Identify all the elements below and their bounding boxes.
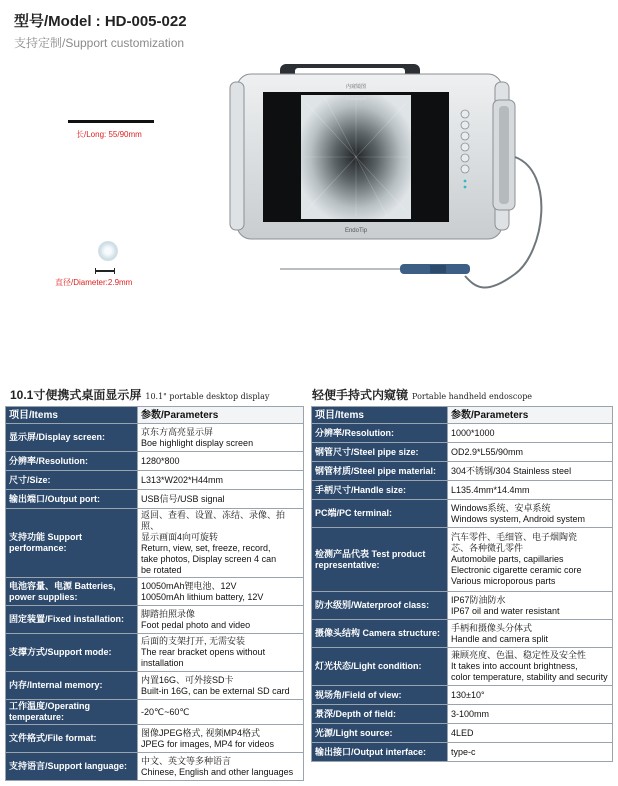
spec-value-line: 1000*1000 [451, 427, 495, 438]
customization-note: 支持定制/Support customization [14, 36, 185, 50]
left-section-title: 10.1寸便携式桌面显示屏 [10, 388, 142, 402]
spec-value-line: Windows system, Android system [451, 513, 586, 524]
spec-value [448, 462, 613, 481]
spec-item: 显示屏/Display screen: [6, 424, 138, 452]
spec-item: 分辨率/Resolution: [312, 424, 448, 443]
spec-value-line: 4LED [451, 727, 474, 738]
table-row [6, 753, 304, 781]
table-row [6, 725, 304, 753]
table-row [6, 452, 304, 471]
lens-tip-image [98, 241, 118, 261]
spec-value-line: be rotated [141, 565, 182, 575]
spec-item: 灯光状态/Light condition: [312, 648, 448, 686]
spec-value-line: 返回、查看、设置、冻结、录像、拍照、 [141, 510, 286, 531]
spec-value [448, 500, 613, 528]
spec-item: 防水级别/Waterproof class: [312, 592, 448, 620]
table-row [312, 724, 613, 743]
spec-item: 摄像头结构 Camera structure: [312, 620, 448, 648]
spec-value-line: take photos, Display screen 4 can [141, 554, 277, 564]
table-row [6, 490, 304, 509]
spec-item: 视场角/Field of view: [312, 686, 448, 705]
spec-item: 工作温度/Operating temperature: [6, 700, 138, 725]
table-row [312, 686, 613, 705]
spec-value [138, 578, 304, 606]
table-row [312, 462, 613, 481]
spec-value-line: IP67防油防水 [451, 594, 506, 605]
length-label: 长/Long: 55/90mm [76, 130, 142, 139]
spec-item: 尺寸/Size: [6, 471, 138, 490]
spec-value-line: L313*W202*H44mm [141, 474, 224, 485]
spec-value-line: 图像JPEG格式, 视频MP4格式 [141, 727, 261, 738]
left-section-heading [10, 386, 269, 403]
spec-value-line: It takes into account brightness, [451, 661, 578, 671]
spec-value-line: 汽车零件、毛细管、电子烟陶瓷 [451, 532, 578, 542]
spec-value-line: Electronic cigarette ceramic core [451, 565, 582, 575]
spec-item: 输出端口/Output port: [6, 490, 138, 509]
spec-value [448, 424, 613, 443]
header-parameters: 参数/Parameters [138, 407, 304, 424]
header-parameters: 参数/Parameters [448, 407, 613, 424]
spec-item: 电池容量、电源 Batteries, power supplies: [6, 578, 138, 606]
spec-value [448, 705, 613, 724]
table-row [6, 606, 304, 634]
right-section-title: 轻便手持式内窥镜 [312, 388, 409, 402]
spec-item: 分辨率/Resolution: [6, 452, 138, 471]
spec-value [138, 471, 304, 490]
spec-item: 输出接口/Output interface: [312, 743, 448, 762]
spec-item: 支持功能 Support performance: [6, 509, 138, 578]
spec-value [138, 753, 304, 781]
spec-value [138, 725, 304, 753]
spec-value-line: Chinese, English and other languages [141, 766, 294, 777]
table-row [312, 743, 613, 762]
spec-value-line: Built-in 16G, can be external SD card [141, 685, 290, 696]
table-header-row [312, 407, 613, 424]
table-row [6, 424, 304, 452]
spec-value-line: 显示画面4向可旋转 [141, 532, 219, 542]
spec-value-line: OD2.9*L55/90mm [451, 446, 524, 457]
spec-value-line: 10050mAh锂电池、12V [141, 580, 237, 591]
spec-value-line: 1280*800 [141, 455, 180, 466]
spec-value-line: installation [141, 658, 184, 668]
display-spec-table [5, 406, 304, 781]
spec-value-line: Boe highlight display screen [141, 437, 254, 448]
spec-value-line: Automobile parts, capillaries [451, 554, 564, 564]
screen-brand-en: EndoSuper [345, 96, 367, 101]
spec-value [448, 743, 613, 762]
spec-value-line: USB信号/USB signal [141, 493, 225, 504]
spec-item: 支撑方式/Support mode: [6, 634, 138, 672]
table-row [312, 424, 613, 443]
table-row [312, 443, 613, 462]
spec-value-line: The rear bracket opens without [141, 647, 266, 657]
spec-value-line: 10050mAh lithium battery, 12V [141, 591, 264, 602]
spec-value-line: Various microporous parts [451, 576, 556, 586]
spec-value [138, 606, 304, 634]
right-section-subtitle: Portable handheld endoscope [412, 392, 533, 401]
table-row [6, 672, 304, 700]
spec-value-line: 脚踏拍照录像 [141, 608, 196, 619]
table-row [6, 471, 304, 490]
spec-value-line: color temperature, stability and security [451, 672, 608, 682]
spec-value-line: 兼顾亮度、色温、稳定性及安全性 [451, 650, 587, 660]
spec-value-line: 手柄和摄像头分体式 [451, 622, 533, 633]
spec-item: 手柄尺寸/Handle size: [312, 481, 448, 500]
spec-item: 文件格式/File format: [6, 725, 138, 753]
spec-item: 固定装置/Fixed installation: [6, 606, 138, 634]
spec-value-line: L135.4mm*14.4mm [451, 484, 530, 495]
diameter-dimension [95, 268, 115, 274]
table-row [6, 634, 304, 672]
bezel-brand: EndoTip [344, 228, 368, 234]
spec-item: 钢管材质/Steel pipe material: [312, 462, 448, 481]
left-section-subtitle: 10.1" portable desktop display [145, 392, 270, 401]
dimension-cap [95, 268, 96, 274]
spec-value [138, 509, 304, 578]
table-row [312, 648, 613, 686]
table-row [6, 509, 304, 578]
spec-value-line: 芯、各种微孔零件 [451, 543, 524, 553]
spec-value-line: 中文、英文等多种语言 [141, 755, 232, 766]
table-row [312, 705, 613, 724]
table-row [312, 500, 613, 528]
spec-value [138, 490, 304, 509]
spec-item: 景深/Depth of field: [312, 705, 448, 724]
spec-value [138, 672, 304, 700]
spec-value-line: 130±10° [451, 689, 485, 700]
diameter-label: 直径/Diameter:2.9mm [55, 278, 133, 287]
spec-item: 支持语言/Support language: [6, 753, 138, 781]
spec-value [448, 648, 613, 686]
right-section-heading [312, 386, 532, 403]
spec-value [138, 424, 304, 452]
table-row [6, 578, 304, 606]
spec-item: 光源/Light source: [312, 724, 448, 743]
spec-value-line: Windows系统、安卓系统 [451, 502, 551, 513]
spec-item: 钢管尺寸/Steel pipe size: [312, 443, 448, 462]
spec-value-line: -20℃~60℃ [141, 706, 190, 717]
spec-value [448, 592, 613, 620]
spec-value-line: IP67 oil and water resistant [451, 605, 560, 616]
table-row [312, 528, 613, 592]
table-row [312, 481, 613, 500]
spec-value [138, 452, 304, 471]
spec-value-line: 304不锈钢/304 Stainless steel [451, 465, 572, 476]
spec-value [448, 686, 613, 705]
table-row [312, 620, 613, 648]
screen-brand-cn: 内窥镜图 [345, 84, 367, 90]
spec-value-line: 后面的支架打开, 无需安装 [141, 636, 246, 646]
table-header-row [6, 407, 304, 424]
spec-value-line: 内置16G、可外接SD卡 [141, 674, 234, 685]
spec-value [448, 481, 613, 500]
header-items: 项目/Items [312, 407, 448, 424]
spec-value [138, 700, 304, 725]
spec-value-line: 京东方高亮显示屏 [141, 426, 214, 437]
endoscope-spec-table [311, 406, 613, 762]
spec-value-line: type-c [451, 746, 476, 757]
spec-value [448, 620, 613, 648]
spec-value [448, 724, 613, 743]
spec-item: 检测产品代表 Test product representative: [312, 528, 448, 592]
table-row [312, 592, 613, 620]
header-items: 项目/Items [6, 407, 138, 424]
spec-item: PC端/PC terminal: [312, 500, 448, 528]
spec-value [138, 634, 304, 672]
model-title: 型号/Model : HD-005-022 [14, 13, 187, 30]
spec-value-line: Foot pedal photo and video [141, 619, 251, 630]
device-illustration [225, 62, 565, 307]
spec-value-line: JPEG for images, MP4 for videos [141, 738, 275, 749]
dimension-bar [68, 120, 154, 123]
spec-value [448, 443, 613, 462]
dimension-cap [114, 268, 115, 274]
spec-value-line: Handle and camera split [451, 633, 549, 644]
spec-value [448, 528, 613, 592]
spec-value-line: 3-100mm [451, 708, 490, 719]
table-row [6, 700, 304, 725]
spec-value-line: Return, view, set, freeze, record, [141, 543, 271, 553]
dimension-bar [95, 270, 115, 272]
spec-item: 内存/Internal memory: [6, 672, 138, 700]
